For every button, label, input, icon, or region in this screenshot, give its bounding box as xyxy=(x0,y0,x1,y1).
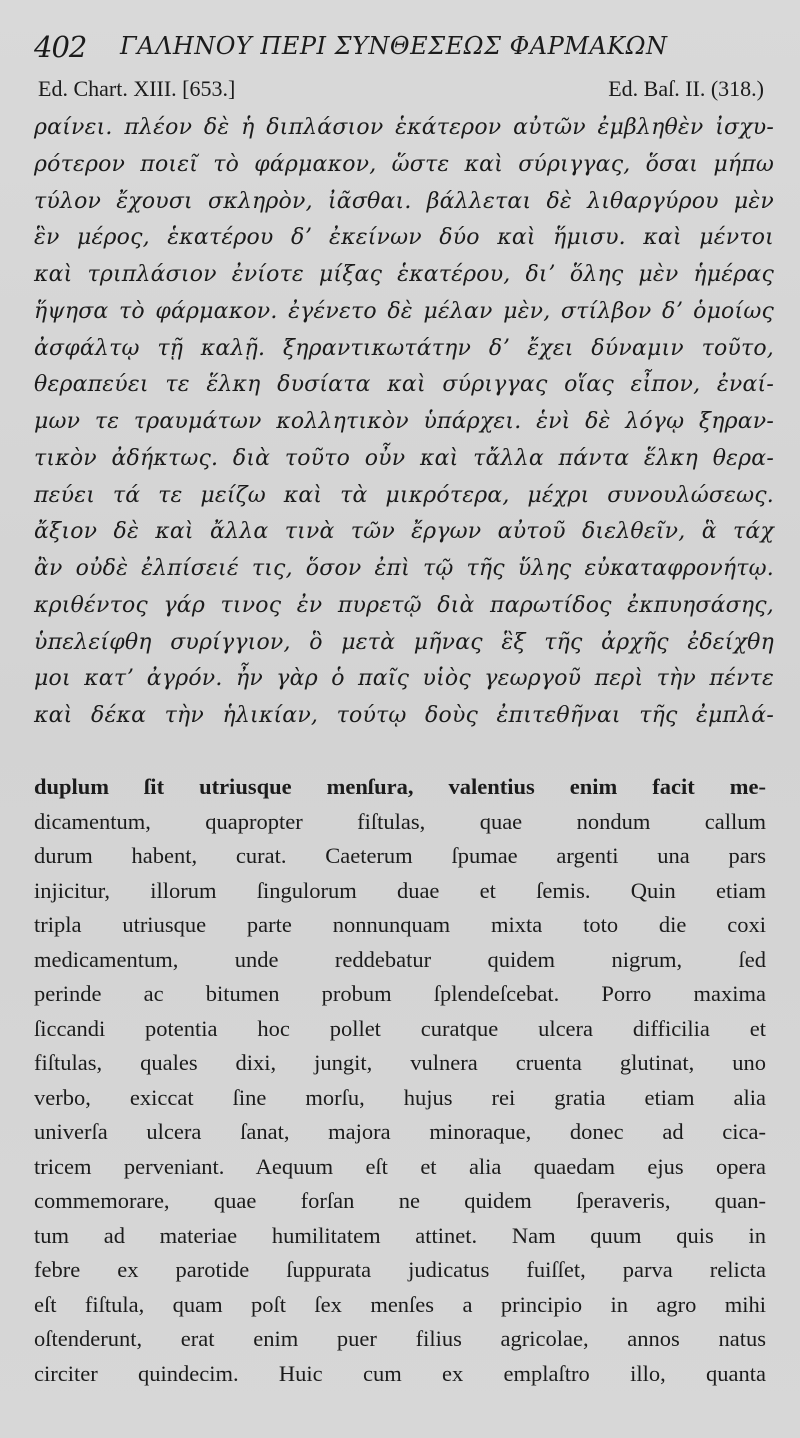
latin-line: univerſa ulcera ſanat, majora minoraque, donec ad cica- xyxy=(34,1119,766,1144)
running-head xyxy=(34,26,774,66)
edition-reference-left: Ed. Chart. XIII. [653.] xyxy=(38,76,236,101)
greek-line: μων τε τραυμάτων κολλητικὸν ὑπάρχει. ἑνὶ δὲ λόγῳ ξηραν- xyxy=(34,409,774,434)
latin-line: verbo, exiccat ſine morſu, hujus rei gratia etiam alia xyxy=(34,1084,766,1110)
greek-line: μοι κατʼ ἀγρόν. ἦν γὰρ ὁ παῖς υἱὸς γεωργοῦ περὶ τὴν πέντε xyxy=(34,666,774,692)
edition-reference-line xyxy=(38,76,764,104)
greek-line: ἓν μέρος, ἑκατέρου δʼ ἐκείνων δύο καὶ ἥμισυ. καὶ μέντοι xyxy=(34,225,774,251)
greek-line: τύλον ἔχουσι σκληρὸν, ἰᾶσθαι. βάλλεται δὲ λιθαργύρου μὲν xyxy=(34,188,774,214)
latin-line: eſt fiſtula, quam poſt ſex menſes a principio in agro mihi xyxy=(34,1291,766,1317)
running-title: ΓΑΛΗΝΟΥ ΠΕΡΙ ΣΥΝΘΕΣΕΩΣ ΦΑΡΜΑΚΩΝ xyxy=(120,32,668,60)
latin-text-block xyxy=(34,770,766,1391)
greek-line: πεύει τά τε μείζω καὶ τὰ μικρότερα, μέχρι συνουλώσεως. xyxy=(34,482,774,508)
greek-line: ρότερον ποιεῖ τὸ φάρμακον, ὥστε καὶ σύριγγας, ὅσαι μήπω xyxy=(34,151,774,177)
greek-line: θεραπεύει τε ἕλκη δυσίατα καὶ σύριγγας οἵας εἶπον, ἐναί- xyxy=(34,372,774,398)
greek-text-block xyxy=(34,110,774,735)
greek-line: κριθέντος γάρ τινος ἐν πυρετῷ διὰ παρωτίδος ἐκπυησάσης, xyxy=(34,592,774,618)
greek-line: ἀσφάλτῳ τῇ καλῇ. ξηραντικωτάτην δʼ ἔχει δύναμιν τοῦτο, xyxy=(34,335,774,361)
latin-line: durum habent, curat. Caeterum ſpumae argenti una pars xyxy=(34,843,766,868)
latin-line: ſiccandi potentia hoc pollet curatque ulcera difficilia et xyxy=(34,1015,766,1041)
latin-line: duplum ſit utriusque menſura, valentius enim facit me- xyxy=(34,774,766,799)
greek-line: ἥψησα τὸ φάρμακον. ἐγένετο δὲ μέλαν μὲν, στίλβον δʼ ὁμοίως xyxy=(34,298,774,324)
latin-line: febre ex parotide ſuppurata judicatus fuiſſet, parva relicta xyxy=(34,1257,766,1282)
greek-line: καὶ τριπλάσιον ἐνίοτε μίξας ἑκατέρου, διʼ ὅλης μὲν ἡμέρας xyxy=(34,262,774,287)
latin-line: injicitur, illorum ſingulorum duae et ſemis. Quin etiam xyxy=(34,877,766,903)
latin-line: tum ad materiae humilitatem attinet. Nam quum quis in xyxy=(34,1222,766,1248)
latin-line: medicamentum, unde reddebatur quidem nigrum, ſed xyxy=(34,946,766,972)
greek-line: ἄξιον δὲ καὶ ἄλλα τινὰ τῶν ἔργων αὐτοῦ διελθεῖν, ἃ τάχ xyxy=(34,519,774,545)
edition-reference-right: Ed. Baſ. II. (318.) xyxy=(608,76,764,101)
latin-line: tricem perveniant. Aequum eſt et alia quaedam ejus opera xyxy=(34,1153,766,1179)
latin-line: perinde ac bitumen probum ſplendeſcebat. Porro maxima xyxy=(34,981,766,1006)
page-number: 402 xyxy=(34,30,87,64)
latin-line: commemorare, quae forſan ne quidem ſperaveris, quan- xyxy=(34,1188,766,1213)
greek-line: ραίνει. πλέον δὲ ἡ διπλάσιον ἑκάτερον αὐτῶν ἐμβληθὲν ἰσχυ- xyxy=(34,115,774,140)
greek-line: τικὸν ἀδήκτως. διὰ τοῦτο οὖν καὶ τἄλλα πάντα ἕλκη θερα- xyxy=(34,445,774,471)
greek-line: καὶ δέκα τὴν ἡλικίαν, τούτῳ δοὺς ἐπιτεθῆναι τῆς ἐμπλά- xyxy=(34,703,774,728)
latin-line: dicamentum, quapropter fiſtulas, quae nondum callum xyxy=(34,808,766,834)
latin-line: oſtenderunt, erat enim puer filius agricolae, annos natus xyxy=(34,1326,766,1351)
latin-line: fiſtulas, quales dixi, jungit, vulnera cruenta glutinat, uno xyxy=(34,1050,766,1075)
greek-line: ὑπελείφθη συρίγγιον, ὃ μετὰ μῆνας ἓξ τῆς ἀρχῆς ἐδείχθη xyxy=(34,629,774,655)
latin-line: circiter quindecim. Huic cum ex emplaſtro illo, quanta xyxy=(34,1360,766,1386)
latin-line: tripla utriusque parte nonnunquam mixta toto die coxi xyxy=(34,912,766,937)
greek-line: ἂν οὐδὲ ἐλπίσειέ τις, ὅσον ἐπὶ τῷ τῆς ὕλης εὐκαταφρονήτῳ. xyxy=(34,556,774,581)
